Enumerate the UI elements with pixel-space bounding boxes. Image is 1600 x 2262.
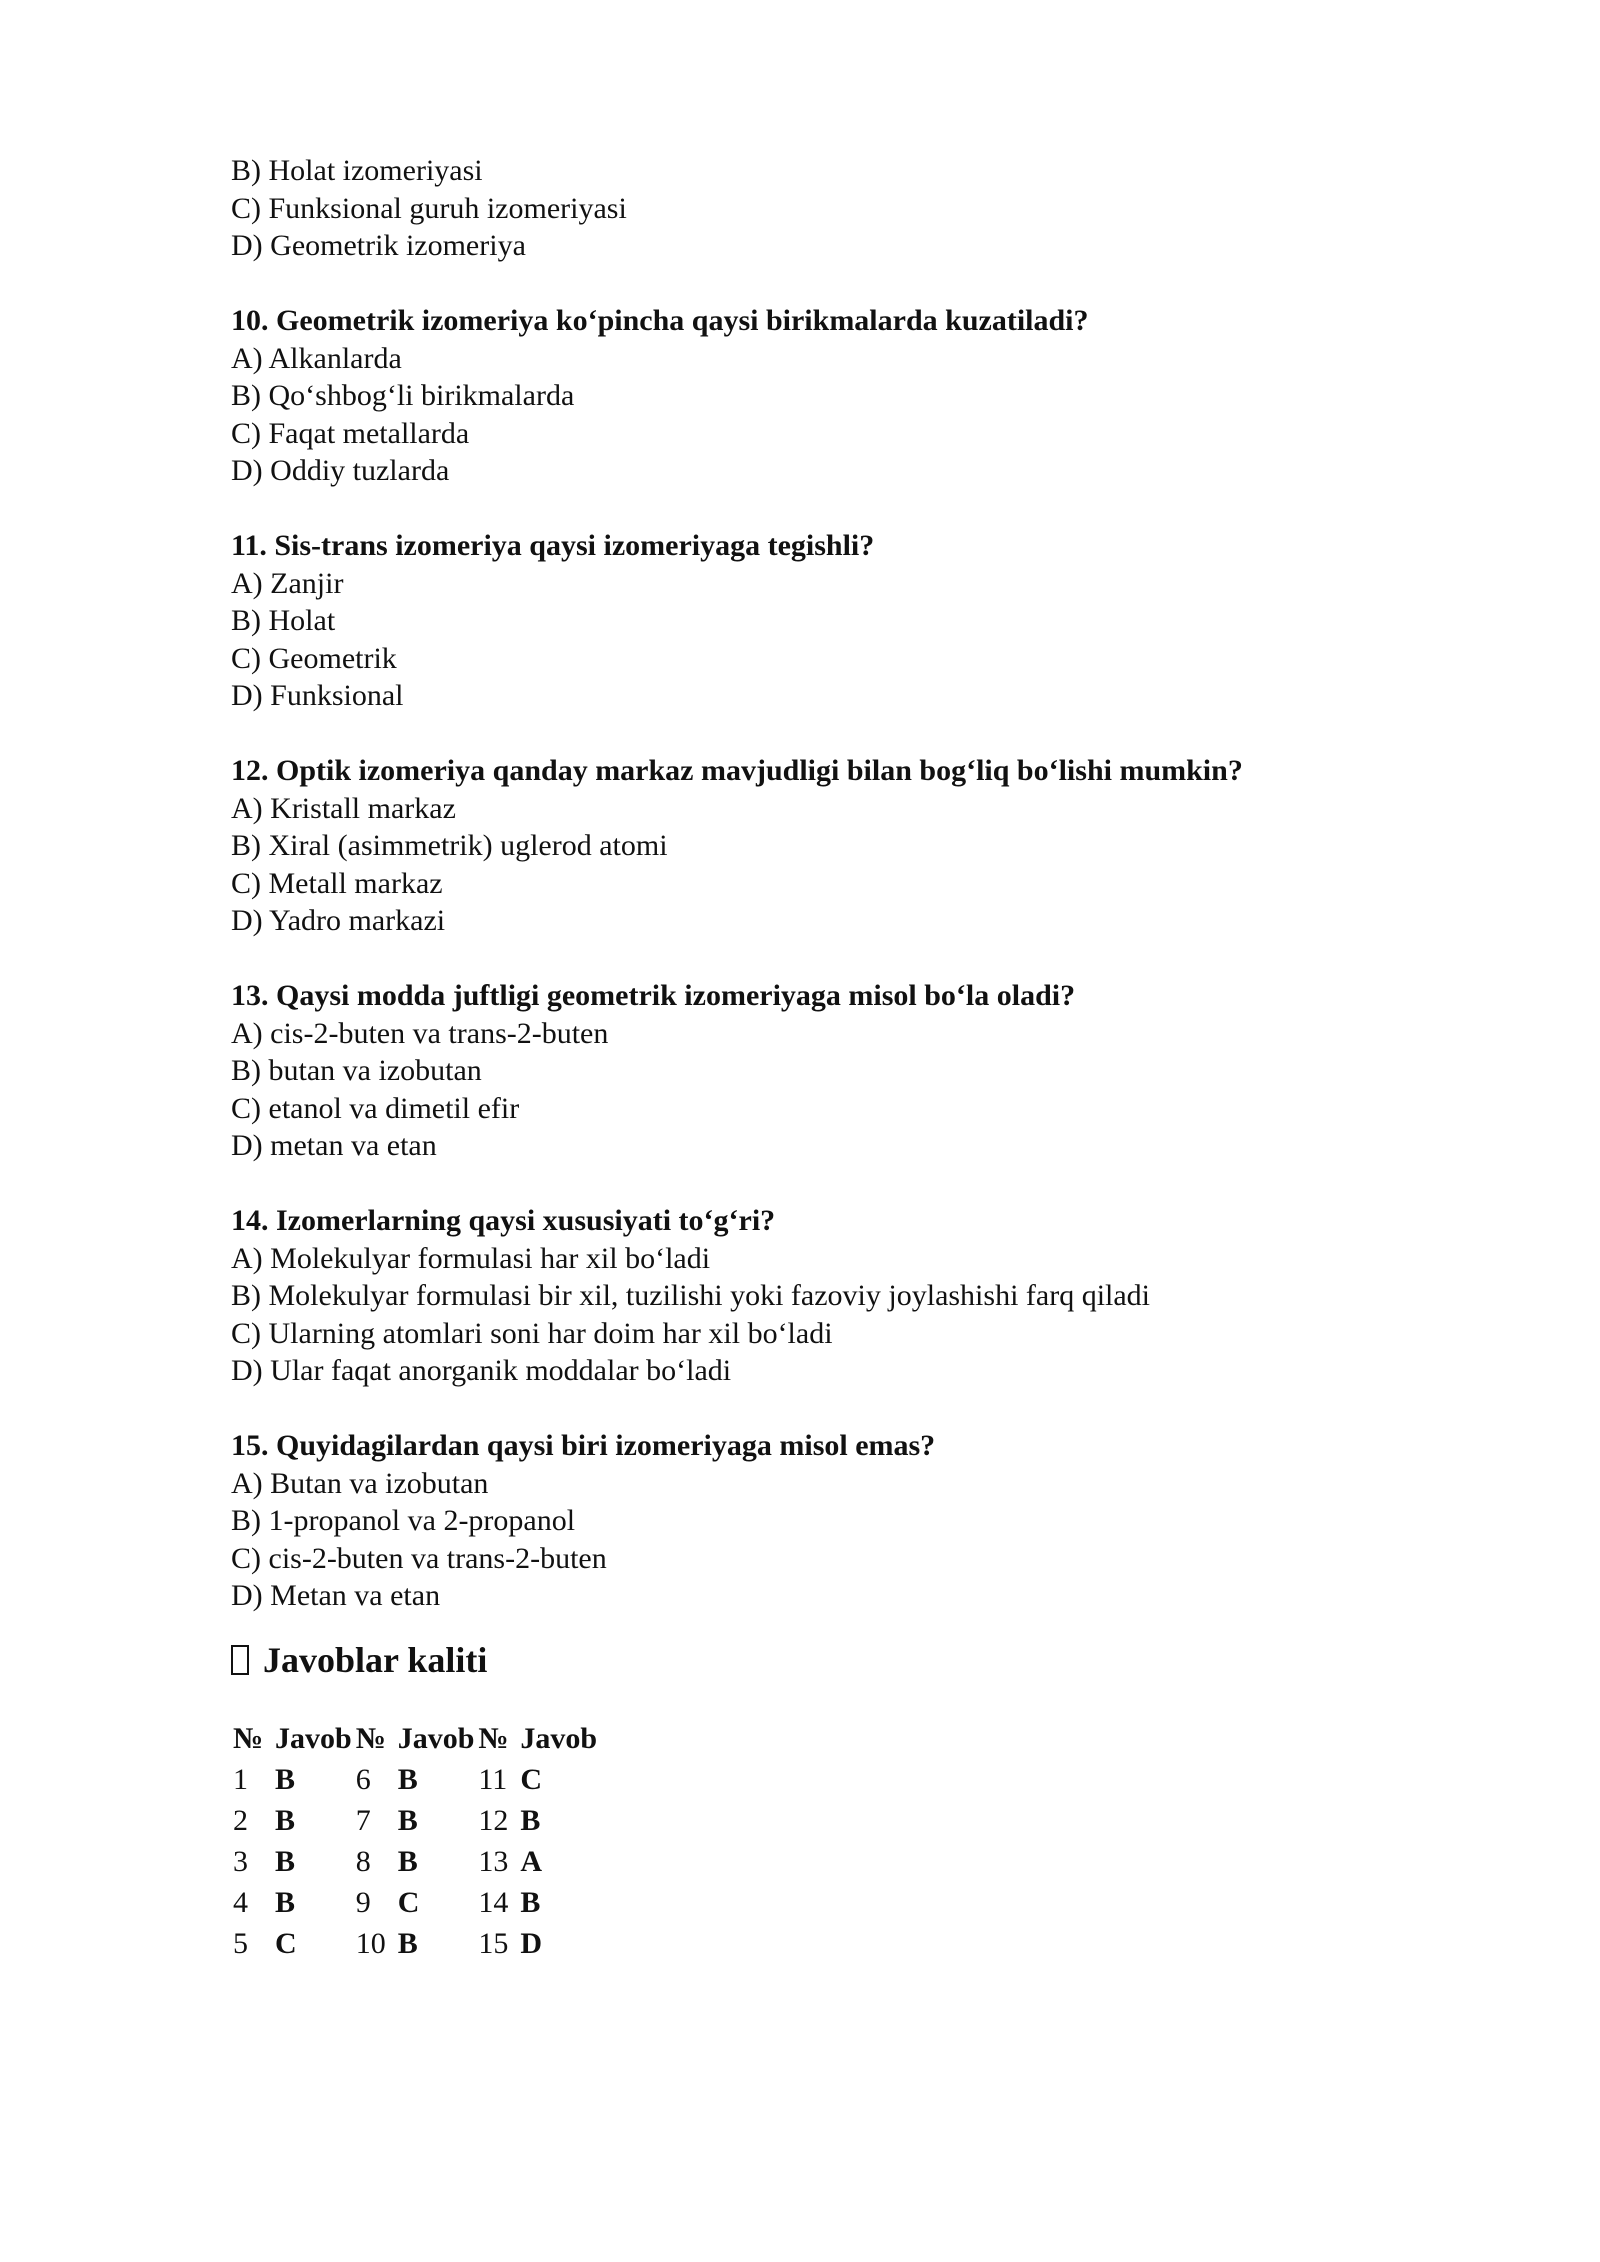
answer-letter: B bbox=[397, 1763, 418, 1796]
answer-key-heading bbox=[231, 1635, 1431, 1685]
question-15 bbox=[231, 1427, 1431, 1615]
question-14 bbox=[231, 1202, 1431, 1390]
option-line: A) cis-2-buten va trans-2-buten bbox=[231, 1016, 609, 1050]
table-row bbox=[231, 1924, 599, 1965]
answer-letter: C bbox=[275, 1927, 297, 1960]
question-text: 12. Optik izomeriya qanday markaz mavjudligi bilan bog‘liq bo‘lishi mumkin? bbox=[231, 754, 1243, 787]
option-line: D) Funksional bbox=[231, 679, 404, 712]
question-number: 3 bbox=[233, 1845, 248, 1878]
table-row bbox=[231, 1842, 599, 1883]
option-line: A) Molekulyar formulasi har xil bo‘ladi bbox=[231, 1241, 711, 1275]
answer-letter: B bbox=[275, 1804, 296, 1837]
question-number: 13 bbox=[478, 1845, 509, 1878]
question-13 bbox=[231, 977, 1431, 1165]
answer-letter: B bbox=[275, 1845, 296, 1878]
answer-letter: B bbox=[397, 1845, 418, 1878]
question-number: 10 bbox=[355, 1927, 386, 1960]
column-header: Javob bbox=[520, 1722, 598, 1755]
question-text: 11. Sis-trans izomeriya qaysi izomeriyaga tegishli? bbox=[231, 529, 875, 562]
answer-letter: B bbox=[275, 1763, 296, 1796]
column-header: Javob bbox=[275, 1722, 352, 1755]
table-row bbox=[231, 1760, 599, 1801]
option-line: C) Ularning atomlari soni har doim har xil bo‘ladi bbox=[231, 1316, 833, 1350]
option-line: C) cis-2-buten va trans-2-buten bbox=[231, 1541, 607, 1575]
table-row bbox=[231, 1883, 599, 1924]
answer-letter: D bbox=[520, 1927, 543, 1960]
question-number: 15 bbox=[478, 1927, 509, 1960]
option-line: C) etanol va dimetil efir bbox=[231, 1091, 520, 1125]
option-line: D) Oddiy tuzlarda bbox=[231, 454, 450, 487]
question-number: 4 bbox=[233, 1886, 248, 1919]
answer-key-table bbox=[231, 1719, 599, 1965]
option-line: B) Holat izomeriyasi bbox=[231, 154, 483, 187]
option-line: C) Metall markaz bbox=[231, 866, 443, 900]
option-line: B) Holat bbox=[231, 604, 336, 637]
option-line: C) Geometrik bbox=[231, 641, 397, 675]
question-number: 6 bbox=[355, 1763, 371, 1796]
answer-letter: C bbox=[397, 1886, 420, 1919]
question-number: 2 bbox=[233, 1804, 248, 1837]
column-header: № bbox=[233, 1722, 264, 1755]
question-12 bbox=[231, 752, 1431, 940]
option-line: A) Zanjir bbox=[231, 566, 344, 600]
question-number: 1 bbox=[233, 1763, 248, 1796]
option-line: D) Yadro markazi bbox=[231, 904, 446, 937]
document-content bbox=[231, 152, 1431, 1965]
option-line: C) Funksional guruh izomeriyasi bbox=[231, 191, 627, 225]
option-line: B) 1-propanol va 2-propanol bbox=[231, 1504, 576, 1537]
option-line: A) Kristall markaz bbox=[231, 791, 456, 825]
answer-letter: B bbox=[397, 1927, 418, 1960]
question-number: 11 bbox=[478, 1763, 508, 1796]
question-number: 8 bbox=[355, 1845, 371, 1878]
question-number: 14 bbox=[478, 1886, 509, 1919]
question-number: 12 bbox=[478, 1804, 509, 1837]
question-10 bbox=[231, 302, 1431, 490]
continued-options bbox=[231, 152, 1431, 265]
option-line: B) Qo‘shbog‘li birikmalarda bbox=[231, 379, 575, 412]
answer-letter: C bbox=[520, 1763, 543, 1796]
answer-letter: B bbox=[397, 1804, 418, 1837]
column-header: № bbox=[478, 1722, 509, 1755]
column-header: Javob bbox=[397, 1722, 475, 1755]
option-line: D) Ular faqat anorganik moddalar bo‘ladi bbox=[231, 1354, 732, 1387]
option-line: C) Faqat metallarda bbox=[231, 416, 470, 450]
table-header-row bbox=[231, 1719, 599, 1760]
answer-letter: A bbox=[520, 1845, 543, 1878]
question-number: 9 bbox=[355, 1886, 371, 1919]
question-number: 5 bbox=[233, 1927, 248, 1960]
answer-key-title: Javoblar kaliti bbox=[263, 1639, 488, 1680]
table-row bbox=[231, 1801, 599, 1842]
question-number: 7 bbox=[355, 1804, 371, 1837]
option-line: B) Molekulyar formulasi bir xil, tuzilishi yoki fazoviy joylashishi farq qiladi bbox=[231, 1279, 1151, 1312]
option-line: A) Butan va izobutan bbox=[231, 1466, 489, 1500]
option-line: B) Xiral (asimmetrik) uglerod atomi bbox=[231, 829, 668, 862]
question-text: 13. Qaysi modda juftligi geometrik izomeriyaga misol bo‘la oladi? bbox=[231, 979, 1076, 1012]
option-line: D) Metan va etan bbox=[231, 1579, 441, 1612]
answer-letter: B bbox=[275, 1886, 296, 1919]
option-line: B) butan va izobutan bbox=[231, 1054, 482, 1087]
answer-letter: B bbox=[520, 1886, 541, 1919]
column-header: № bbox=[355, 1722, 386, 1755]
option-line: A) Alkanlarda bbox=[231, 341, 402, 375]
question-text: 10. Geometrik izomeriya ko‘pincha qaysi birikmalarda kuzatiladi? bbox=[231, 304, 1089, 337]
question-11 bbox=[231, 527, 1431, 715]
question-text: 15. Quyidagilardan qaysi biri izomeriyaga misol emas? bbox=[231, 1429, 936, 1462]
answer-letter: B bbox=[520, 1804, 541, 1837]
option-line: D) Geometrik izomeriya bbox=[231, 229, 526, 262]
question-text: 14. Izomerlarning qaysi xususiyati to‘g‘ri? bbox=[231, 1204, 776, 1237]
missing-glyph-icon bbox=[231, 1645, 249, 1675]
option-line: D) metan va etan bbox=[231, 1129, 437, 1162]
